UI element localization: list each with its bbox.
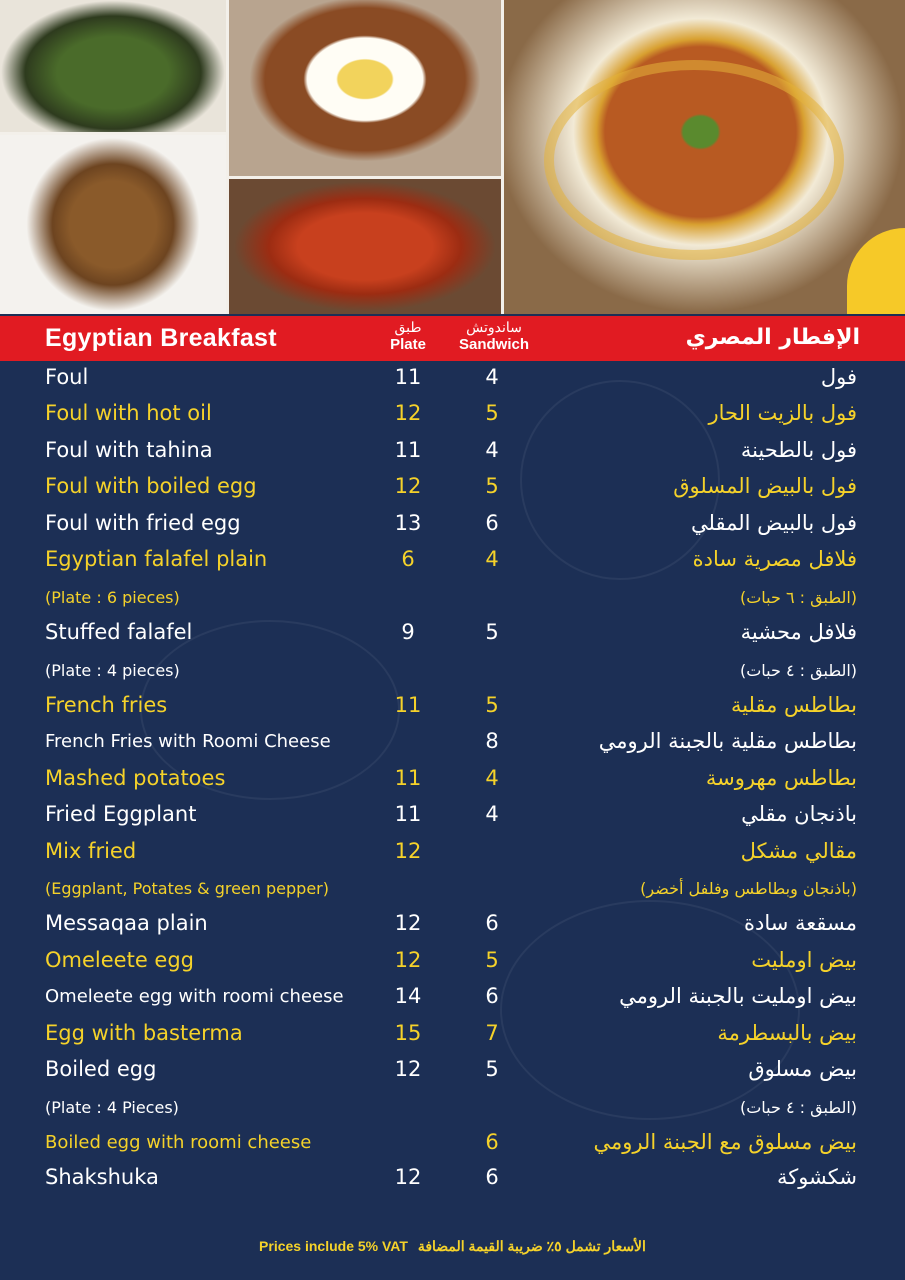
plate-price: 12 xyxy=(394,839,422,863)
plate-price: 11 xyxy=(394,365,422,389)
sandwich-price: 4 xyxy=(485,802,499,826)
item-name-en: French Fries with Roomi Cheese xyxy=(45,731,331,752)
plate-price: 9 xyxy=(401,620,415,644)
item-name-en: Egyptian falafel plain xyxy=(45,547,268,571)
item-name-en: Boiled egg xyxy=(45,1057,157,1081)
item-name-en: (Plate : 6 pieces) xyxy=(45,588,180,607)
menu-item-row xyxy=(0,543,905,579)
item-name-en: (Plate : 4 pieces) xyxy=(45,661,180,680)
menu-item-row xyxy=(0,397,905,433)
menu-item-row xyxy=(0,434,905,470)
plate-price: 12 xyxy=(394,474,422,498)
menu-item-row xyxy=(0,1053,905,1089)
plate-price: 15 xyxy=(394,1021,422,1045)
item-name-ar: شكشوكة xyxy=(776,1165,857,1189)
item-name-en: Foul with hot oil xyxy=(45,401,212,425)
menu-item-note xyxy=(0,580,905,616)
item-name-en: Foul with boiled egg xyxy=(45,474,257,498)
sandwich-price: 4 xyxy=(485,438,499,462)
item-name-ar: بطاطس مقلية xyxy=(730,693,857,717)
item-name-en: Omeleete egg with roomi cheese xyxy=(45,986,344,1007)
item-name-ar: بيض مسلوق مع الجبنة الرومي xyxy=(593,1130,857,1154)
item-name-en: French fries xyxy=(45,693,168,717)
plate-price: 12 xyxy=(394,1057,422,1081)
section-header-bar xyxy=(0,316,905,361)
sandwich-price: 6 xyxy=(485,984,499,1008)
item-name-ar: بطاطس مهروسة xyxy=(705,766,857,790)
sandwich-price: 5 xyxy=(485,1057,499,1081)
item-name-en: Foul xyxy=(45,365,89,389)
sandwich-price: 5 xyxy=(485,693,499,717)
item-name-ar: بيض اومليت بالجبنة الرومي xyxy=(619,984,857,1008)
vat-note xyxy=(0,1238,905,1255)
menu-item-row xyxy=(0,907,905,943)
item-name-ar: مقالي مشكل xyxy=(740,839,857,863)
item-name-ar: باذنجان مقلي xyxy=(741,802,857,826)
plate-price: 13 xyxy=(394,511,422,535)
menu-item-row xyxy=(0,798,905,834)
plate-header-ar: طبق xyxy=(394,319,422,335)
menu-item-row xyxy=(0,616,905,652)
menu-item-note xyxy=(0,653,905,689)
sandwich-column-header xyxy=(448,319,540,353)
menu-item-row xyxy=(0,1017,905,1053)
item-name-en: Omeleete egg xyxy=(45,948,194,972)
plate-price: 6 xyxy=(401,547,415,571)
sandwich-price: 4 xyxy=(485,547,499,571)
stuffed-eggplant-photo xyxy=(0,0,226,132)
item-name-ar: بيض مسلوق xyxy=(748,1057,857,1081)
menu-item-row xyxy=(0,944,905,980)
menu-item-row xyxy=(0,361,905,397)
item-name-en: Foul with tahina xyxy=(45,438,213,462)
item-name-ar: فول بالزيت الحار xyxy=(708,401,857,425)
foul-bowl-photo xyxy=(504,0,905,314)
item-name-en: Stuffed falafel xyxy=(45,620,193,644)
item-name-ar: فول بالبيض المسلوق xyxy=(673,474,857,498)
sandwich-price: 4 xyxy=(485,365,499,389)
vat-note-ar: الأسعار تشمل ٥٪ ضريبة القيمة المضافة xyxy=(417,1238,646,1254)
sandwich-price: 7 xyxy=(485,1021,499,1045)
item-name-ar: مسقعة سادة xyxy=(743,911,857,935)
item-name-ar: فول بالطحينة xyxy=(740,438,857,462)
plate-price: 11 xyxy=(394,802,422,826)
item-name-ar: بيض اومليت xyxy=(751,948,857,972)
section-title-ar: الإفطار المصري xyxy=(685,325,860,350)
item-name-ar: فول xyxy=(820,365,857,389)
lemon-wedge xyxy=(847,228,905,314)
menu-item-row xyxy=(0,470,905,506)
sandwich-price: 4 xyxy=(485,766,499,790)
menu-item-row xyxy=(0,835,905,871)
item-name-en: Shakshuka xyxy=(45,1165,159,1189)
plate-price: 11 xyxy=(394,766,422,790)
plate-price: 12 xyxy=(394,1165,422,1189)
item-name-ar: فلافل محشية xyxy=(740,620,857,644)
plate-price: 11 xyxy=(394,438,422,462)
sandwich-header-ar: ساندوتش xyxy=(466,319,522,335)
item-name-en: (Eggplant, Potates & green pepper) xyxy=(45,879,329,898)
item-name-en: Messaqaa plain xyxy=(45,911,208,935)
plate-price: 12 xyxy=(394,911,422,935)
item-name-ar: بطاطس مقلية بالجبنة الرومي xyxy=(598,729,857,753)
sandwich-header-en: Sandwich xyxy=(458,336,529,353)
vat-note-en: Prices include 5% VAT xyxy=(259,1238,408,1254)
item-name-en: Boiled egg with roomi cheese xyxy=(45,1132,312,1153)
sandwich-price: 5 xyxy=(485,948,499,972)
item-name-ar: (الطبق : ٦ حبات) xyxy=(740,588,857,607)
menu-item-row xyxy=(0,980,905,1016)
item-name-ar: (الطبق : ٤ حبات) xyxy=(740,1098,857,1117)
plate-price: 12 xyxy=(394,401,422,425)
menu-item-row xyxy=(0,507,905,543)
item-name-ar: (باذنجان وبطاطس وفلفل أخضر) xyxy=(640,879,857,898)
menu-item-row xyxy=(0,725,905,761)
sandwich-price: 6 xyxy=(485,911,499,935)
falafel-photo xyxy=(0,135,226,314)
sandwich-price: 6 xyxy=(485,511,499,535)
item-name-en: (Plate : 4 Pieces) xyxy=(45,1098,179,1117)
food-photo-collage xyxy=(0,0,905,314)
item-name-ar: بيض بالبسطرمة xyxy=(717,1021,857,1045)
menu-item-row xyxy=(0,1126,905,1162)
plate-header-en: Plate xyxy=(390,336,426,353)
sandwich-price: 8 xyxy=(485,729,499,753)
menu-item-note xyxy=(0,871,905,907)
sandwich-price: 5 xyxy=(485,474,499,498)
plate-price: 14 xyxy=(394,984,422,1008)
boiled-eggs-photo xyxy=(229,0,501,176)
sandwich-price: 5 xyxy=(485,620,499,644)
sandwich-price: 6 xyxy=(485,1130,499,1154)
sandwich-price: 5 xyxy=(485,401,499,425)
item-name-ar: (الطبق : ٤ حبات) xyxy=(740,661,857,680)
plate-column-header xyxy=(380,319,436,353)
plate-price: 11 xyxy=(394,693,422,717)
item-name-en: Fried Eggplant xyxy=(45,802,197,826)
menu-item-row xyxy=(0,689,905,725)
plate-price: 12 xyxy=(394,948,422,972)
item-name-en: Foul with fried egg xyxy=(45,511,241,535)
item-name-en: Mix fried xyxy=(45,839,137,863)
item-name-ar: فول بالبيض المقلي xyxy=(691,511,857,535)
menu-item-row xyxy=(0,1161,905,1197)
item-name-en: Egg with basterma xyxy=(45,1021,243,1045)
baked-tomato-dish-photo xyxy=(229,179,501,314)
item-name-ar: فلافل مصرية سادة xyxy=(692,547,857,571)
section-title-en: Egyptian Breakfast xyxy=(45,324,277,352)
bowl-rim xyxy=(544,60,844,260)
sandwich-price: 6 xyxy=(485,1165,499,1189)
menu-item-note xyxy=(0,1090,905,1126)
menu-item-row xyxy=(0,762,905,798)
item-name-en: Mashed potatoes xyxy=(45,766,226,790)
